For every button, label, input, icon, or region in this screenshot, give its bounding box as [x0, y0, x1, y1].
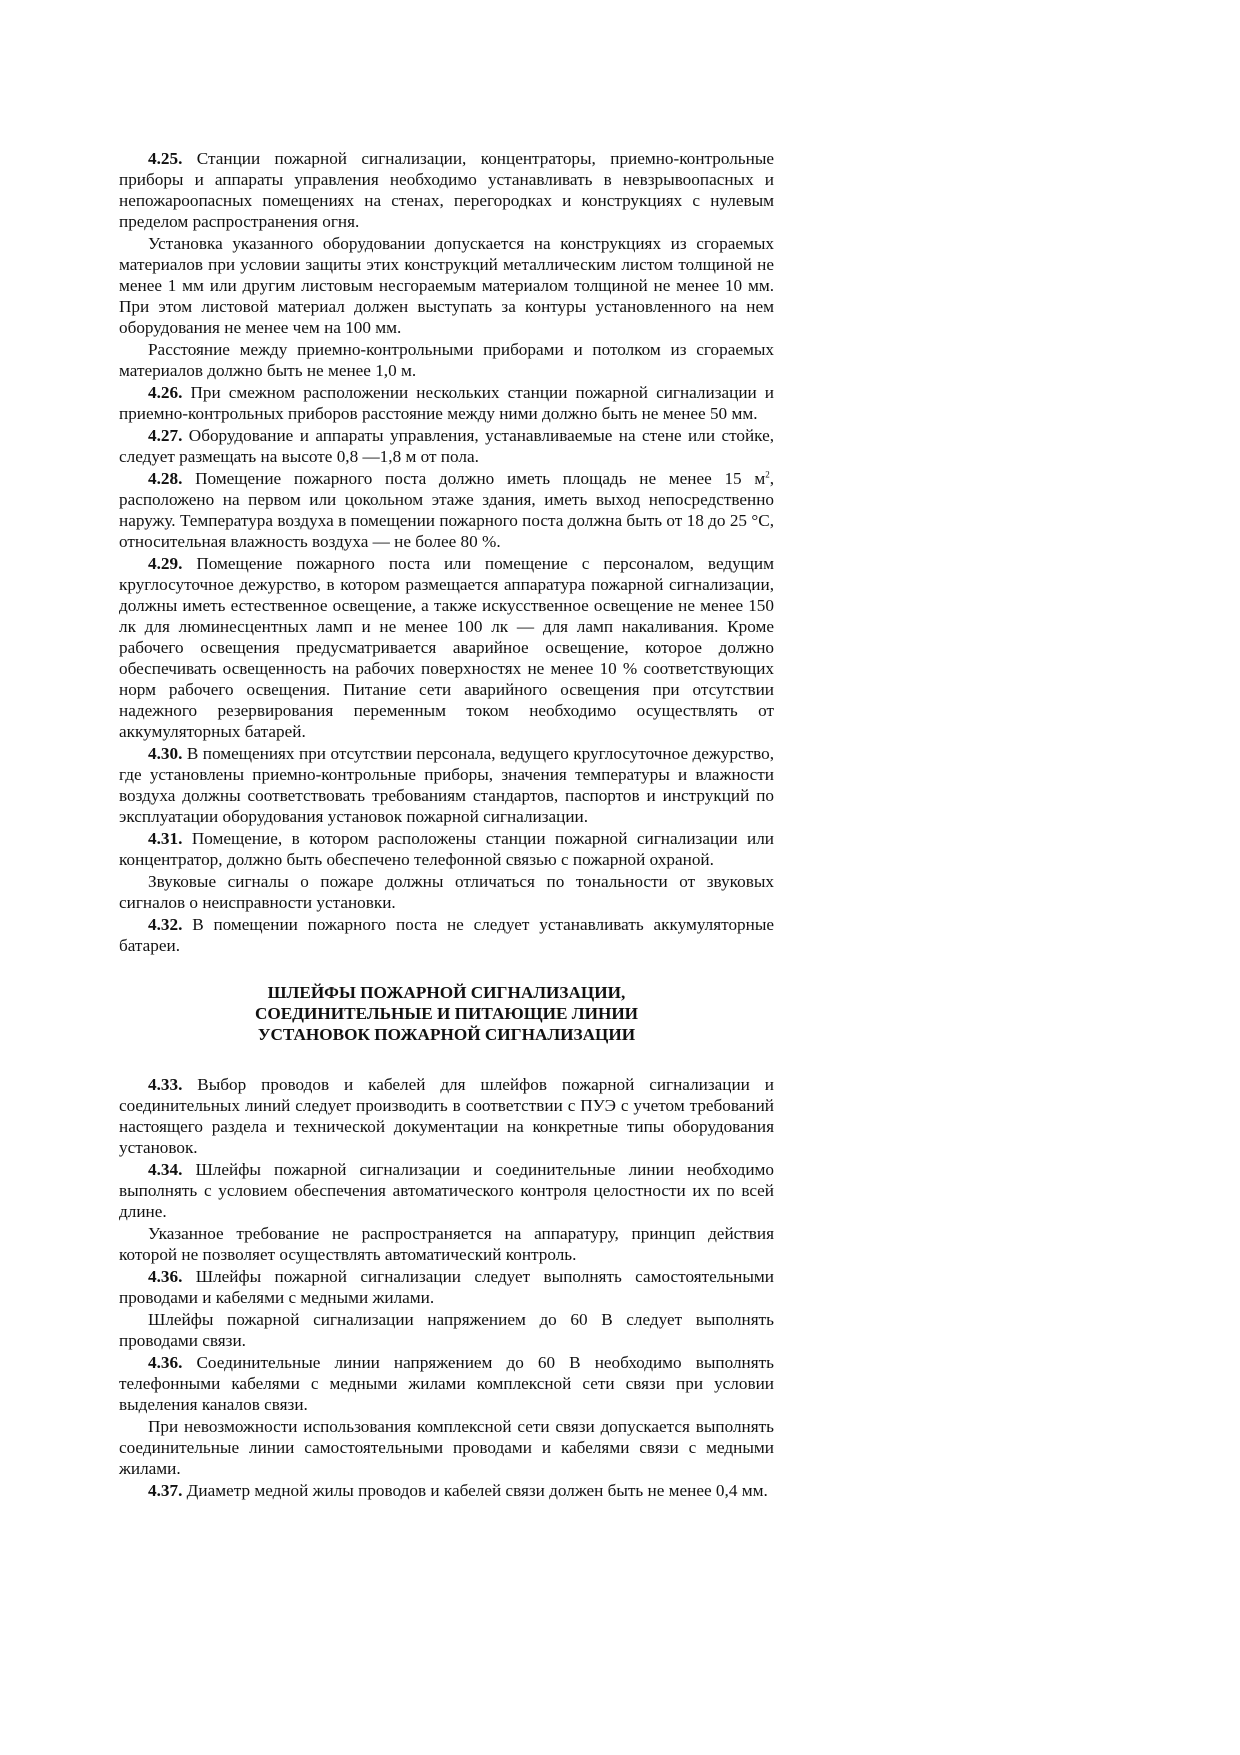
paragraph-number: 4.28.: [148, 469, 183, 488]
paragraph-text: Диаметр медной жилы проводов и кабелей связи должен быть не менее 0,4 мм.: [186, 1481, 768, 1500]
paragraph: [119, 1159, 774, 1222]
paragraph: [119, 148, 774, 232]
paragraph-group-after: [119, 1074, 774, 1501]
paragraph-number: 4.31.: [148, 829, 183, 848]
paragraph-4-28: [119, 468, 774, 552]
section-heading: [119, 982, 774, 1045]
paragraph-number: 4.36.: [148, 1353, 183, 1372]
heading-line-3: УСТАНОВОК ПОЖАРНОЙ СИГНАЛИЗАЦИИ: [257, 1025, 636, 1044]
paragraph: [119, 233, 774, 338]
paragraph: [119, 828, 774, 870]
paragraph-number: 4.32.: [148, 915, 183, 934]
paragraph-text: При смежном расположении нескольких станции пожарной сигнализации и приемно-контрольных приборов расстояние между ними должно быть не менее 50 мм.: [119, 383, 774, 423]
paragraph: [119, 914, 774, 956]
paragraph: [119, 1309, 774, 1351]
paragraph-text: Соединительные линии напряжением до 60 В необходимо выполнять телефонными кабелями с медными жилами комплексной сети связи при условии выделения каналов связи.: [119, 1353, 774, 1414]
paragraph: [119, 1223, 774, 1265]
paragraph-text: Станции пожарной сигнализации, концентраторы, приемно-контрольные приборы и аппараты управления необходимо устанавливать в невзрывоопасных и непожароопасных помещениях на стенах, перегородках и конструкциях с нулевым пределом распространения огня.: [119, 149, 774, 231]
paragraph-number: 4.36.: [148, 1267, 183, 1286]
paragraph: [119, 1074, 774, 1158]
paragraph-text: Помещение пожарного поста должно иметь площадь не менее 15 м: [195, 469, 766, 488]
paragraph-text: В помещениях при отсутствии персонала, ведущего круглосуточное дежурство, где установлены приемно-контрольные приборы, значения температуры и влажности воздуха должны соответствовать требованиям стандартов, паспортов и инструкций по эксплуатации оборудования установок пожарной сигнализации.: [119, 744, 775, 826]
paragraph-number: 4.37.: [148, 1481, 183, 1500]
heading-line-2: СОЕДИНИТЕЛЬНЫЕ И ПИТАЮЩИЕ ЛИНИИ: [254, 1004, 639, 1023]
paragraph: [119, 1352, 774, 1415]
superscript: 2: [765, 469, 770, 480]
paragraph: [119, 1416, 774, 1479]
paragraph-number: 4.33.: [148, 1075, 183, 1094]
paragraph: [119, 425, 774, 467]
document-page: [119, 148, 774, 1501]
paragraph-text: Шлейфы пожарной сигнализации следует выполнять самостоятельными проводами и кабелями с медными жилами.: [119, 1267, 774, 1307]
paragraph-group-before: [119, 148, 774, 467]
paragraph-text: Установка указанного оборудовании допускается на конструкциях из сгораемых материалов при условии защиты этих конструкций металлическим листом толщиной не менее 1 мм или другим листовым несгораемым материалом толщиной не менее 10 мм. При этом листовой материал должен выступать за контуры установленного на нем оборудования не менее чем на 100 мм.: [119, 234, 774, 337]
paragraph: [119, 743, 774, 827]
paragraph-text: Шлейфы пожарной сигнализации напряжением до 60 В следует выполнять проводами связи.: [119, 1310, 774, 1350]
heading-line-1: ШЛЕЙФЫ ПОЖАРНОЙ СИГНАЛИЗАЦИИ,: [267, 983, 626, 1002]
paragraph-text: Шлейфы пожарной сигнализации и соединительные линии необходимо выполнять с условием обеспечения автоматического контроля целостности их по всей длине.: [119, 1160, 775, 1221]
paragraph: [119, 871, 774, 913]
paragraph-text: Помещение, в котором расположены станции пожарной сигнализации или концентратор, должно быть обеспечено телефонной связью с пожарной охраной.: [119, 829, 775, 869]
paragraph-number: 4.25.: [148, 149, 183, 168]
paragraph-number: 4.27.: [148, 426, 183, 445]
paragraph-group-middle: [119, 553, 774, 956]
paragraph-number: 4.30.: [148, 744, 183, 763]
paragraph-number: 4.34.: [148, 1160, 183, 1179]
paragraph-text: Звуковые сигналы о пожаре должны отличаться по тональности от звуковых сигналов о неисправности установки.: [119, 872, 774, 912]
paragraph-text: Расстояние между приемно-контрольными приборами и потолком из сгораемых материалов должно быть не менее 1,0 м.: [119, 340, 774, 380]
paragraph-text: При невозможности использования комплексной сети связи допускается выполнять соединительные линии самостоятельными проводами и кабелями связи с медными жилами.: [119, 1417, 774, 1478]
paragraph-text: Оборудование и аппараты управления, устанавливаемые на стене или стойке, следует размещать на высоте 0,8 —1,8 м от пола.: [119, 426, 775, 466]
paragraph-text: Помещение пожарного поста или помещение с персоналом, ведущим круглосуточное дежурство, в котором размещается аппаратура пожарной сигнализации, должны иметь естественное освещение, а также искусственное освещение не менее 150 лк для люминесцентных ламп и не менее 100 лк — для ламп накаливания. Кроме рабочего освещения предусматривается аварийное освещение, которое должно обеспечивать освещенность на рабочих поверхностях не менее 10 % соответствующих норм рабочего освещения. Питание сети аварийного освещения при отсутствии надежного резервирования переменным током необходимо осуществлять от аккумуляторных батарей.: [119, 554, 774, 741]
paragraph: [119, 339, 774, 381]
paragraph: [119, 553, 774, 742]
paragraph-text: В помещении пожарного поста не следует устанавливать аккумуляторные батареи.: [119, 915, 775, 955]
paragraph: [119, 1266, 774, 1308]
paragraph: [119, 1480, 774, 1501]
paragraph-text: Указанное требование не распространяется на аппаратуру, принцип действия которой не позволяет осуществлять автоматический контроль.: [119, 1224, 774, 1264]
paragraph: [119, 382, 774, 424]
paragraph-number: 4.26.: [148, 383, 183, 402]
paragraph-text-cont: , расположено на первом или цокольном этаже здания, иметь выход непосредственно наружу. Температура воздуха в помещении пожарного поста должна быть от 18 до 25 °С, относительная влажность воздуха — не более 80 %.: [119, 469, 775, 551]
paragraph-number: 4.29.: [148, 554, 183, 573]
paragraph-text: Выбор проводов и кабелей для шлейфов пожарной сигнализации и соединительных линий следует производить в соответствии с ПУЭ с учетом требований настоящего раздела и технической документации на конкретные типы оборудования установок.: [119, 1075, 774, 1157]
